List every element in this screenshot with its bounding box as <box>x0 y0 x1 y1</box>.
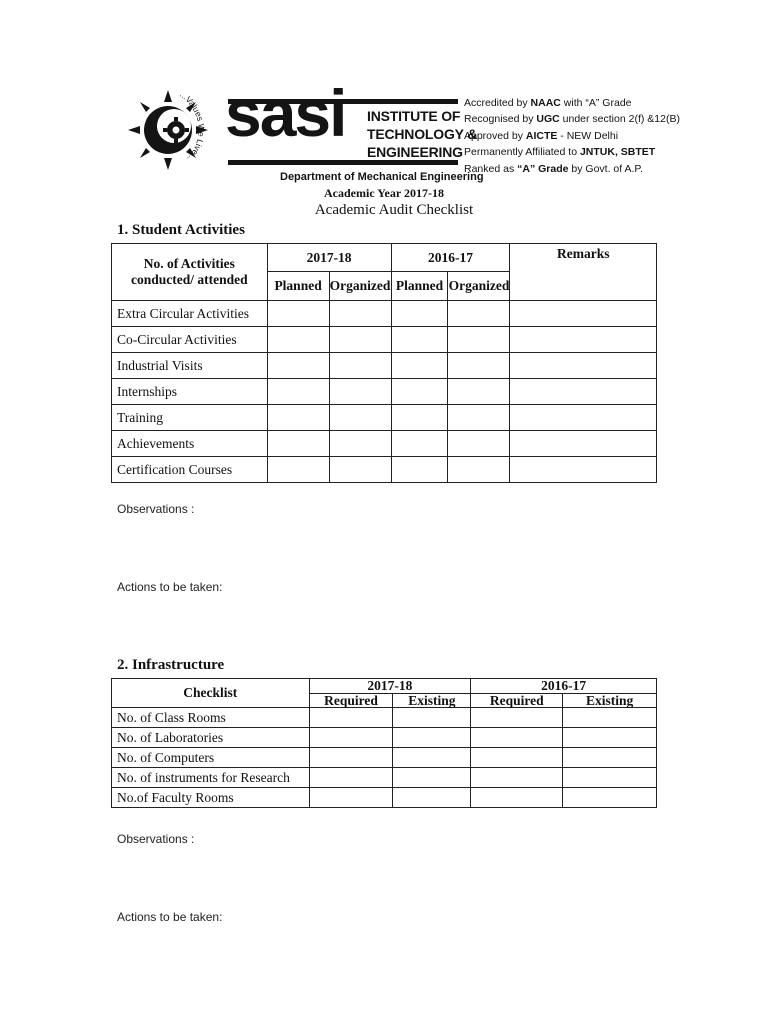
entry-cell[interactable] <box>309 728 393 748</box>
row-label: No. of Class Rooms <box>112 708 310 728</box>
accreditation-line: Permanently Affiliated to JNTUK, SBTET <box>464 146 656 159</box>
entry-cell[interactable] <box>563 708 657 728</box>
accreditation-line: Recognised by UGC under section 2(f) &12(B) <box>464 113 680 126</box>
entry-cell[interactable] <box>563 788 657 808</box>
institute-line-1: INSTITUTE OF <box>367 108 461 124</box>
entry-cell[interactable] <box>563 748 657 768</box>
entry-cell[interactable] <box>471 788 563 808</box>
entry-cell[interactable] <box>309 708 393 728</box>
table-row <box>112 457 657 483</box>
existing-subheader: Existing <box>563 694 657 708</box>
remarks-cell[interactable] <box>510 327 657 353</box>
section-heading-student-activities: 1. Student Activities <box>117 222 245 238</box>
entry-cell[interactable] <box>471 768 563 788</box>
remarks-cell[interactable] <box>510 301 657 327</box>
institute-name <box>367 107 477 161</box>
entry-cell[interactable] <box>391 379 448 405</box>
organized-subheader: Organized <box>329 272 391 301</box>
entry-cell[interactable] <box>329 327 391 353</box>
observations-label: Observations : <box>117 502 195 516</box>
accreditation-line: Approved by AICTE - NEW Delhi <box>464 129 619 142</box>
existing-subheader: Existing <box>393 694 471 708</box>
planned-subheader: Planned <box>267 272 329 301</box>
academic-year: Academic Year 2017-18 <box>324 186 444 200</box>
entry-cell[interactable] <box>391 353 448 379</box>
entry-cell[interactable] <box>391 405 448 431</box>
observations-label: Observations : <box>117 832 195 846</box>
entry-cell[interactable] <box>391 301 448 327</box>
table-row <box>112 379 657 405</box>
entry-cell[interactable] <box>471 728 563 748</box>
entry-cell[interactable] <box>391 431 448 457</box>
entry-cell[interactable] <box>329 457 391 483</box>
table-row <box>112 431 657 457</box>
entry-cell[interactable] <box>393 708 471 728</box>
row-label: Certification Courses <box>112 457 268 483</box>
entry-cell[interactable] <box>563 728 657 748</box>
checklist-column-header: Checklist <box>112 679 310 708</box>
entry-cell[interactable] <box>309 768 393 788</box>
remarks-cell[interactable] <box>510 431 657 457</box>
entry-cell[interactable] <box>309 788 393 808</box>
entry-cell[interactable] <box>267 327 329 353</box>
entry-cell[interactable] <box>267 457 329 483</box>
entry-cell[interactable] <box>471 748 563 768</box>
row-label: No. of instruments for Research <box>112 768 310 788</box>
accreditation-line: Accredited by NAAC with “A” Grade <box>464 97 632 109</box>
entry-cell[interactable] <box>448 379 510 405</box>
table-header-row <box>112 679 657 694</box>
entry-cell[interactable] <box>267 431 329 457</box>
entry-cell[interactable] <box>448 327 510 353</box>
remarks-cell[interactable] <box>510 379 657 405</box>
entry-cell[interactable] <box>448 301 510 327</box>
row-label: No. of Computers <box>112 748 310 768</box>
row-label: Training <box>112 405 268 431</box>
row-label: Extra Circular Activities <box>112 301 268 327</box>
entry-cell[interactable] <box>448 431 510 457</box>
table-row <box>112 708 657 728</box>
entry-cell[interactable] <box>563 768 657 788</box>
row-label: Achievements <box>112 431 268 457</box>
row-label: No.of Faculty Rooms <box>112 788 310 808</box>
entry-cell[interactable] <box>329 301 391 327</box>
entry-cell[interactable] <box>329 353 391 379</box>
entry-cell[interactable] <box>267 353 329 379</box>
entry-cell[interactable] <box>471 708 563 728</box>
row-label: No. of Laboratories <box>112 728 310 748</box>
entry-cell[interactable] <box>391 457 448 483</box>
table-row <box>112 353 657 379</box>
table-row <box>112 327 657 353</box>
entry-cell[interactable] <box>393 728 471 748</box>
entry-cell[interactable] <box>329 431 391 457</box>
required-subheader: Required <box>309 694 393 708</box>
logo-bar-bottom <box>228 160 458 165</box>
entry-cell[interactable] <box>329 379 391 405</box>
entry-cell[interactable] <box>448 457 510 483</box>
table-row <box>112 728 657 748</box>
required-subheader: Required <box>471 694 563 708</box>
table-row <box>112 768 657 788</box>
student-activities-table <box>111 243 657 483</box>
row-label: Co-Circular Activities <box>112 327 268 353</box>
actions-label: Actions to be taken: <box>117 910 223 924</box>
remarks-cell[interactable] <box>510 353 657 379</box>
table-header-row <box>112 244 657 272</box>
entry-cell[interactable] <box>391 327 448 353</box>
tagline-arc <box>168 90 218 170</box>
svg-text:...Values We Live... <box>178 90 207 164</box>
remarks-cell[interactable] <box>510 457 657 483</box>
entry-cell[interactable] <box>448 405 510 431</box>
brand-wordmark: sasi <box>225 76 346 150</box>
entry-cell[interactable] <box>393 768 471 788</box>
entry-cell[interactable] <box>267 379 329 405</box>
department-name: Department of Mechanical Engineering <box>280 171 484 183</box>
row-label: Industrial Visits <box>112 353 268 379</box>
infrastructure-table <box>111 678 657 808</box>
row-label: Internships <box>112 379 268 405</box>
year-header-2016-17: 2016-17 <box>471 679 657 694</box>
activities-column-header: No. of Activities conducted/ attended <box>112 244 268 301</box>
year-header-2017-18: 2017-18 <box>267 244 391 272</box>
entry-cell[interactable] <box>393 788 471 808</box>
entry-cell[interactable] <box>448 353 510 379</box>
remarks-cell[interactable] <box>510 405 657 431</box>
year-header-2017-18: 2017-18 <box>309 679 471 694</box>
planned-subheader: Planned <box>391 272 448 301</box>
entry-cell[interactable] <box>267 405 329 431</box>
accreditation-line: Ranked as “A” Grade by Govt. of A.P. <box>464 162 643 175</box>
page-title: Academic Audit Checklist <box>314 202 474 218</box>
remarks-header: Remarks <box>510 244 657 301</box>
entry-cell[interactable] <box>309 748 393 768</box>
accreditation-block <box>464 95 680 177</box>
table-row <box>112 788 657 808</box>
entry-cell[interactable] <box>329 405 391 431</box>
table-row <box>112 405 657 431</box>
institute-line-2: TECHNOLOGY & <box>367 126 478 142</box>
institute-line-3: ENGINEERING <box>367 144 463 160</box>
entry-cell[interactable] <box>393 748 471 768</box>
table-row <box>112 748 657 768</box>
entry-cell[interactable] <box>267 301 329 327</box>
organized-subheader: Organized <box>448 272 510 301</box>
table-row <box>112 301 657 327</box>
year-header-2016-17: 2016-17 <box>391 244 510 272</box>
actions-label: Actions to be taken: <box>117 580 223 594</box>
tagline-text: ...Values We Live... <box>178 90 207 164</box>
section-heading-infrastructure: 2. Infrastructure <box>117 657 225 673</box>
